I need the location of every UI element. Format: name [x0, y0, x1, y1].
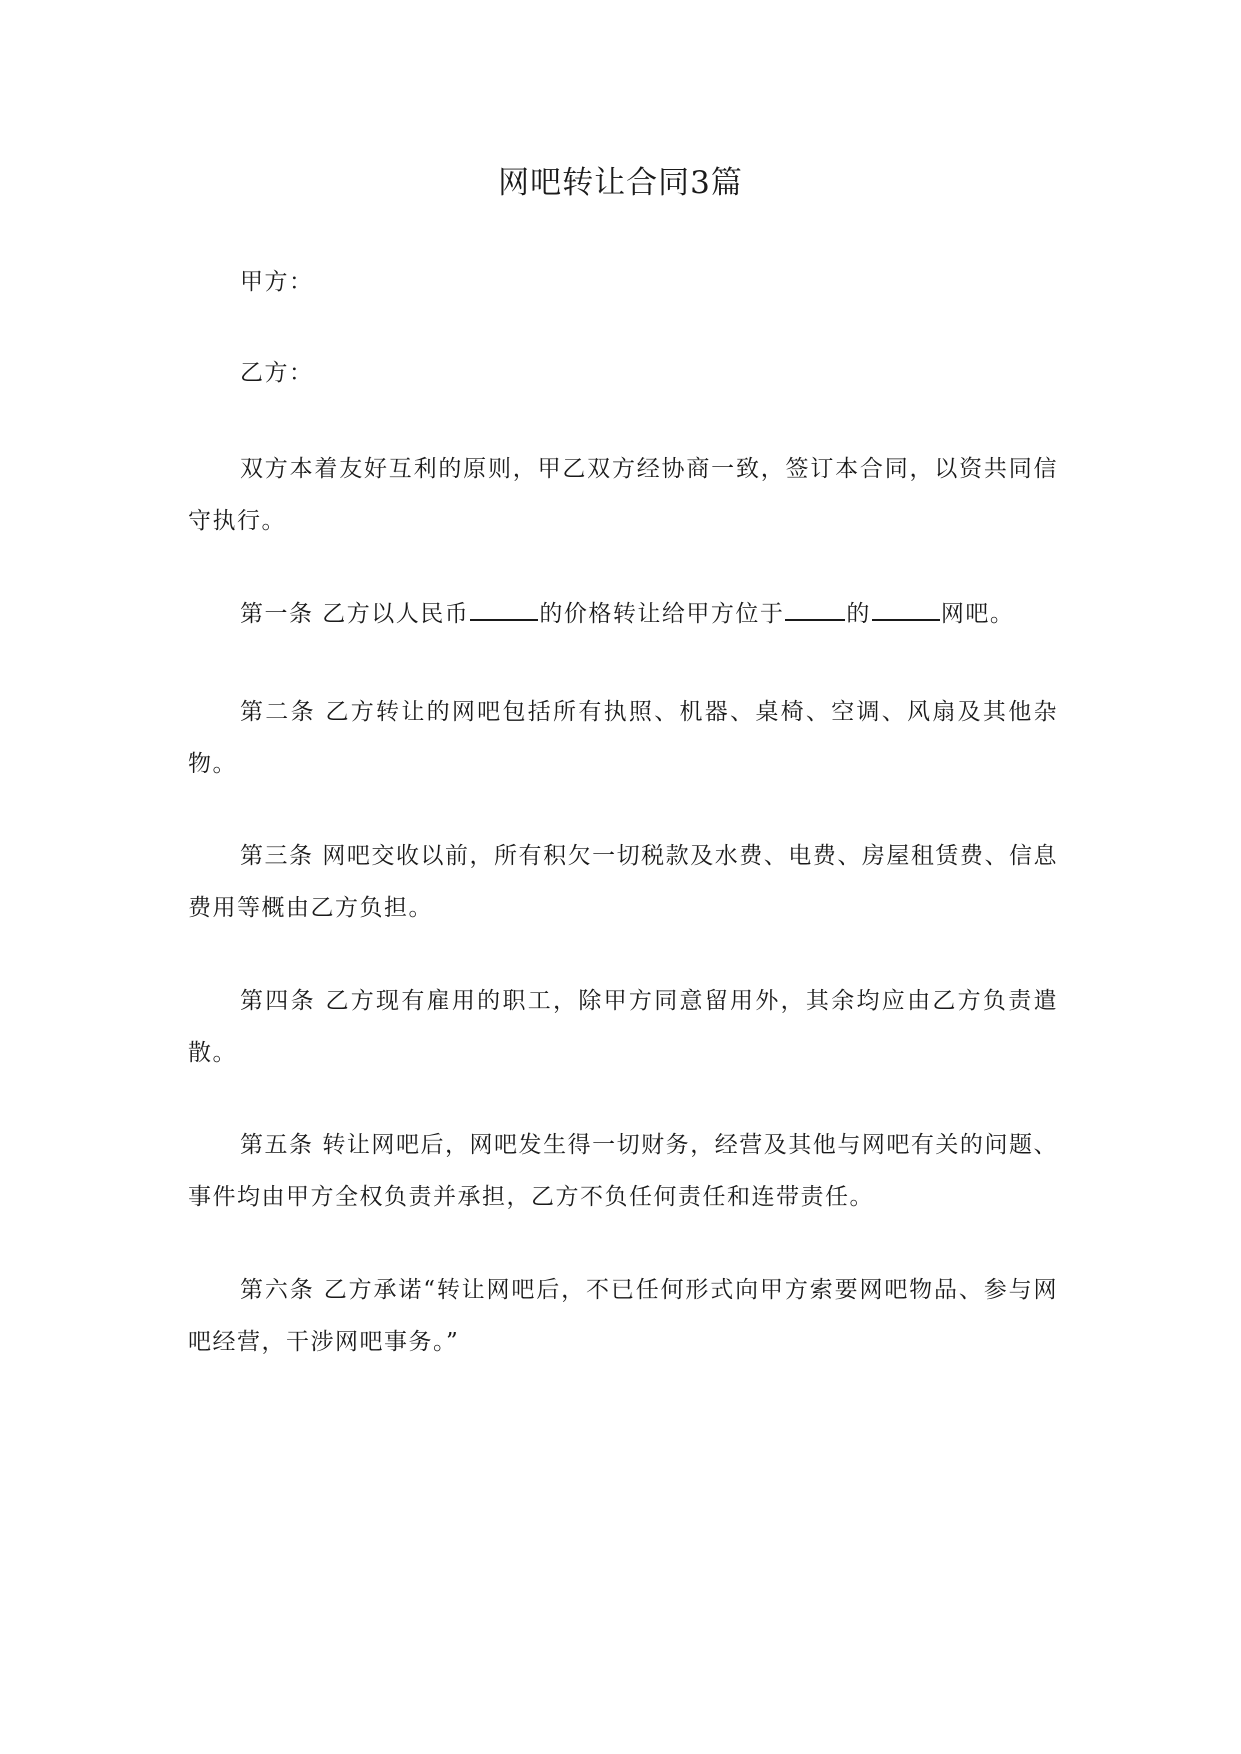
- article-3-paragraph: 第三条 网吧交收以前，所有积欠一切税款及水费、电费、房屋租赁费、信息费用等概由乙方负担。: [188, 843, 1058, 921]
- article-1-text-2: 的价格转让给甲方位于: [539, 601, 785, 627]
- article-5-paragraph: 第五条 转让网吧后，网吧发生得一切财务，经营及其他与网吧有关的问题、事件均由甲方全权负责并承担，乙方不负任何责任和连带责任。: [188, 1132, 1058, 1210]
- party-a-label: 甲方：: [240, 269, 314, 295]
- article-1-paragraph: [188, 588, 1058, 640]
- article-1-text-3: 的: [846, 601, 871, 627]
- party-b-label: 乙方：: [240, 360, 314, 386]
- location-blank: [785, 597, 845, 621]
- article-1-text-4: 网吧。: [940, 601, 1015, 627]
- article-1-text-1: 第一条 乙方以人民币: [240, 601, 470, 627]
- article-4-paragraph: 第四条 乙方现有雇用的职工，除甲方同意留用外，其余均应由乙方负责遣散。: [188, 988, 1058, 1066]
- document-title: 网吧转让合同3篇: [498, 165, 743, 201]
- name-blank: [872, 597, 940, 621]
- price-blank: [470, 597, 538, 621]
- preamble-paragraph: 双方本着友好互利的原则，甲乙双方经协商一致，签订本合同，以资共同信守执行。: [188, 456, 1058, 534]
- article-2-paragraph: 第二条 乙方转让的网吧包括所有执照、机器、桌椅、空调、风扇及其他杂物。: [188, 699, 1058, 777]
- article-6-paragraph: 第六条 乙方承诺“转让网吧后，不已任何形式向甲方索要网吧物品、参与网吧经营，干涉网吧事务。”: [188, 1277, 1058, 1355]
